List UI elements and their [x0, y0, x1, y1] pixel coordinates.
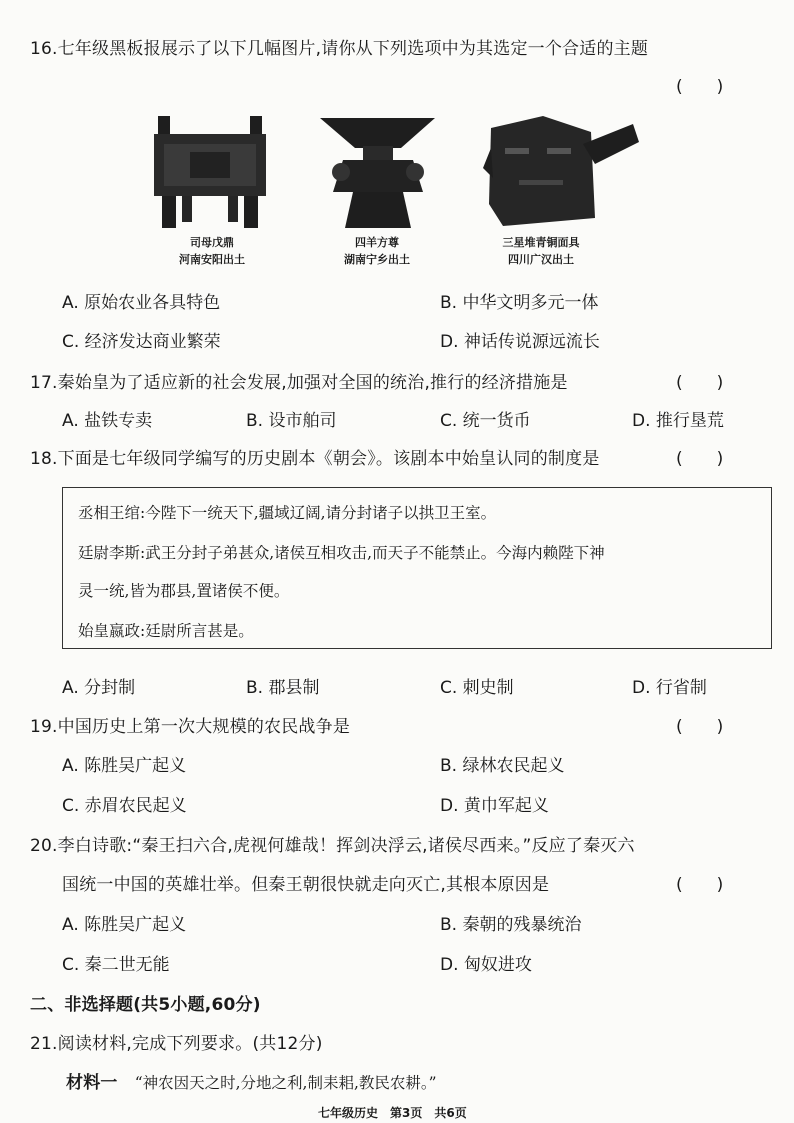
q18-option-d[interactable]: D. 行省制 — [632, 678, 707, 698]
script-line-4: 始皇嬴政:廷尉所言甚是。 — [78, 622, 254, 640]
q16-answer-paren: ( ) — [676, 77, 724, 97]
q19-option-a[interactable]: A. 陈胜吴广起义 — [62, 756, 187, 776]
q18-answer-paren: ( ) — [676, 449, 724, 469]
q16-stem: 16.七年级黑板报展示了以下几幅图片,请你从下列选项中为其选定一个合适的主题 — [30, 39, 649, 59]
q20-option-a[interactable]: A. 陈胜吴广起义 — [62, 915, 187, 935]
q16-option-a[interactable]: A. 原始农业各具特色 — [62, 293, 221, 313]
caption-title: 四羊方尊 — [355, 236, 399, 249]
q18-option-b[interactable]: B. 郡县制 — [246, 678, 320, 698]
caption-title: 司母戊鼎 — [190, 236, 234, 249]
q17-stem: 17.秦始皇为了适应新的社会发展,加强对全国的统治,推行的经济措施是 — [30, 373, 568, 393]
q20-option-b[interactable]: B. 秦朝的残暴统治 — [440, 915, 582, 935]
q20-option-d[interactable]: D. 匈奴进攻 — [440, 955, 532, 975]
q18-option-a[interactable]: A. 分封制 — [62, 678, 136, 698]
q20-answer-paren: ( ) — [676, 875, 724, 895]
page-footer: 七年级历史 第3页 共6页 — [318, 1106, 467, 1120]
q17-option-b[interactable]: B. 设市舶司 — [246, 411, 337, 431]
q19-option-c[interactable]: C. 赤眉农民起义 — [62, 796, 187, 816]
q16-option-d[interactable]: D. 神话传说源远流长 — [440, 332, 600, 352]
caption-origin: 湖南宁乡出土 — [344, 253, 410, 266]
script-line-2: 廷尉李斯:武王分封子弟甚众,诸侯互相攻击,而天子不能禁止。今海内赖陛下神 — [78, 544, 605, 562]
material-text: “神农因天之时,分地之利,制耒耜,教民农耕。” — [134, 1074, 437, 1092]
caption-origin: 四川广汉出土 — [508, 253, 574, 266]
script-line-3: 灵一统,皆为郡县,置诸侯不便。 — [78, 582, 290, 600]
q17-option-d[interactable]: D. 推行垦荒 — [632, 411, 724, 431]
script-line-1: 丞相王绾:今陛下一统天下,疆域辽阔,请分封诸子以拱卫王室。 — [78, 504, 497, 522]
q16-option-c[interactable]: C. 经济发达商业繁荣 — [62, 332, 221, 352]
image-caption-1 — [152, 234, 272, 268]
q21-stem: 21.阅读材料,完成下列要求。(共12分) — [30, 1034, 323, 1054]
q16-option-b[interactable]: B. 中华文明多元一体 — [440, 293, 599, 313]
q20-option-c[interactable]: C. 秦二世无能 — [62, 955, 170, 975]
image-caption-3 — [481, 234, 601, 268]
section-heading: 二、非选择题(共5小题,60分) — [30, 995, 261, 1015]
q17-option-c[interactable]: C. 统一货币 — [440, 411, 531, 431]
material-1 — [66, 1068, 437, 1093]
q17-answer-paren: ( ) — [676, 373, 724, 393]
q19-stem: 19.中国历史上第一次大规模的农民战争是 — [30, 717, 351, 737]
bronze-mask-icon — [483, 108, 643, 232]
material-label: 材料一 — [66, 1073, 118, 1093]
caption-title: 三星堆青铜面具 — [502, 236, 580, 249]
q20-stem-line-1: 20.李白诗歌:“秦王扫六合,虎视何雄哉！挥剑决浮云,诸侯尽西来。”反应了秦灭六 — [30, 836, 635, 856]
q18-option-c[interactable]: C. 刺史制 — [440, 678, 514, 698]
q20-stem-line-2: 国统一中国的英雄壮举。但秦王朝很快就走向灭亡,其根本原因是 — [62, 875, 550, 895]
q18-stem: 18.下面是七年级同学编写的历史剧本《朝会》。该剧本中始皇认同的制度是 — [30, 449, 600, 469]
q19-answer-paren: ( ) — [676, 717, 724, 737]
zun-vessel-icon — [315, 112, 440, 230]
ding-cauldron-icon — [150, 112, 270, 230]
image-caption-2 — [317, 234, 437, 268]
q17-option-a[interactable]: A. 盐铁专卖 — [62, 411, 153, 431]
q19-option-b[interactable]: B. 绿林农民起义 — [440, 756, 565, 776]
q19-option-d[interactable]: D. 黄巾军起义 — [440, 796, 549, 816]
caption-origin: 河南安阳出土 — [179, 253, 245, 266]
